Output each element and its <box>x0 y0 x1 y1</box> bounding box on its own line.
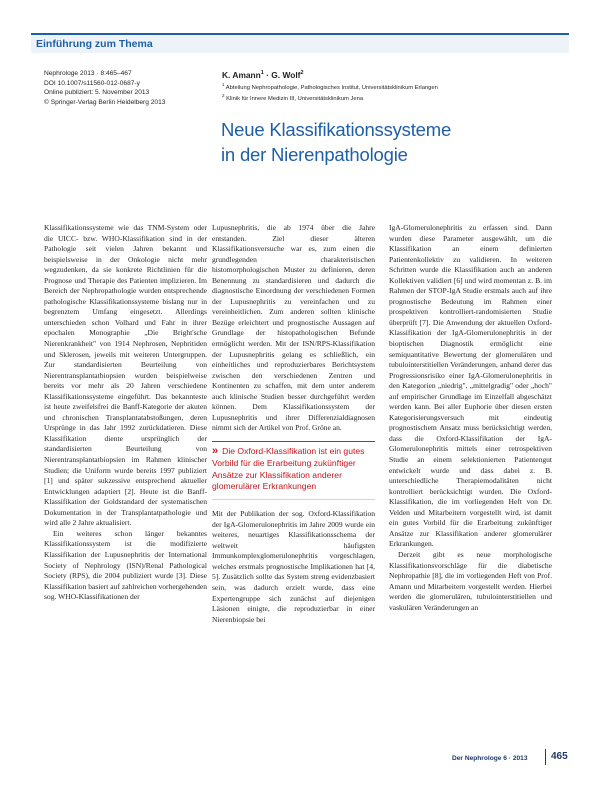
title-line: in der Nierenpathologie <box>221 144 408 165</box>
page-number: 465 <box>551 751 568 762</box>
author-sup: 2 <box>300 70 304 76</box>
article-title <box>221 117 561 167</box>
section-label: Einführung zum Thema <box>36 38 153 50</box>
affiliation-text: Klinik für Innere Medizin III, Universitätsklinikum Jena <box>224 96 364 103</box>
text-column-1 <box>44 223 207 603</box>
title-line: Neue Klassifikationssysteme <box>221 119 452 140</box>
paragraph: IgA-Glomerulonephritis zu erfassen sind. Dann wurden diese Parameter ausgewählt, um die Klassifikation an einem definierten Patientenkollektiv zu validieren. In weiteren Schritten wurde die Klassifikation auch an anderen Kollektiven validiert [6] und wird momentan z. B. im Rahmen der STOP-IgA Studie erstmals auch auf ihre prognostische Bedeutung im Rahmen einer prospektiven kontrolliert-randomisierten Studie überprüft [7]. Die Anwendung der aktuellen Oxford-Klassifikation der IgA-Glomerulonephritis in der bioptischen Diagnostik ermöglicht eine semiquantitative Bewertung der glomerulären und tubulointerstitiellen Veränderungen, anhand derer das Progressionsrisiko einer IgA-Glomerulonephritis in den Kategorien „niedrig", „mittelgradig" oder „hoch" auf empirischer Grundlage im Einzelfall abgeschätzt werden kann. Bei aller Euphorie über diesen ersten Kategorisierungsversuch mit eindeutig prognostischem Ansatz muss berücksichtigt werden, dass die Oxford-Klassifikation der IgA-Glomerulonephritis mittels einer retrospektiven Studie an einem selektionierten Patientengut entwickelt wurde und dass dabei z. B. unterschiedliche Therapiemodalitäten nicht kontrolliert berücksichtigt wurden. Die Oxford-Klassifikation, die im vorliegenden Heft von Dr. Velden und Mitarbeitern vorgestellt wird, ist damit ein gutes Vorbild für die Erarbeitung zukünftiger Ansätze zur Klassifikation anderer glomerulärer Erkrankungen. <box>389 223 552 549</box>
paragraph: Klassifikationssysteme wie das TNM-System oder die UICC- bzw. WHO-Klassifikation sind in der Pathologie seit vielen Jahren bekannt und beispielsweise in der Onkologie nicht mehr wegzudenken, da sie konkrete Richtlinien für die Prognose und Therapie des Patienten implizieren. Im Bereich der Nephropathologie wurden entsprechende pathologische Klassifikationssysteme bislang nur in begrenztem Umfang eingesetzt. Allerdings unterschieden schon Volhard und Fahr in ihrer epochalen Monographie „Die Bright'sche Nierenkrankheit" von 1914 Nephrosen, Nephritiden und Sklerosen, jeweils mit weiteren Untergruppen. Zur standardisierten Beurteilung von Nierentransplantatbiopsien wurden beispielweise bereits vor mehr als 20 Jahren verschiedene Klassifikationssysteme eingeführt. Das bekannteste ist heute zweifelsfrei die Banff-Kategorie der akuten und chronischen Transplantatabstoßungen, deren Ursprünge in das Jahr 1992 zurückdatieren. Diese Klassifikation diente ursprünglich der standardisierten Beurteilung von Nierentransplantatbiopsien im Rahmen klinischer Studien; die Uniform wurde bereits 1997 publiziert [1] und später sukzessive entsprechend aktueller Entwicklungen adaptiert [2]. Heute ist die Banff-Klassifikation der Goldstandard der systematischen Dokumentation in der Transplantatpathologie und wird alle 2 Jahre aktualisiert. <box>44 223 207 528</box>
text-column-2 <box>212 223 375 625</box>
author-separator: · <box>263 69 272 80</box>
meta-online-date: Online publiziert: 5. November 2013 <box>44 89 150 97</box>
author-name: G. Wolf <box>271 69 301 80</box>
affiliation-sup: 2 <box>222 93 225 99</box>
affiliation <box>222 92 552 103</box>
paragraph: Lupusnephritis, die ab 1974 über die Jahre entstanden. Ziel dieser älteren Klassifikationsversuche war es, zum einen die grundlegenden charakteristischen histomorphologischen Muster zu definieren, deren Benennung zu standardisieren und dadurch die diagnostische Einordnung der verschiedenen Formen der Lupusnephritis zu vereinfachen und zu vereinheitlichen. Zum anderen sollten klinische Bezüge erleichtert und prognostische Aussagen auf Grundlage der histopathologischen Befunde ermöglicht werden. Mit der ISN/RPS-Klassifikation der Lupusnephritis gelang es schließlich, ein einheitliches und reproduzierbares Berichtsystem zwischen den verschiedenen Zentren und Kontinenten zu schaffen, mit dem unter anderem auch klinische Studien besser durchgeführt werden können. Dem Klassifikationssystem der Lupusnephritis und ihrer Differenzialdiagnosen nimmt sich der Artikel von Prof. Gröne an. <box>212 223 375 433</box>
pull-quote <box>212 441 375 500</box>
pull-quote-text <box>212 446 375 493</box>
author-sup: 1 <box>260 70 264 76</box>
footer-divider <box>545 749 546 765</box>
meta-doi: DOI 10.1007/s11560-012-0687-y <box>44 79 140 87</box>
author-name: K. Amann <box>222 69 261 80</box>
section-header-bar <box>31 33 569 53</box>
publication-meta <box>44 69 219 107</box>
meta-citation: Nephrologe 2013 · 8:465–467 <box>44 70 132 77</box>
text-column-3 <box>389 223 552 613</box>
meta-copyright: © Springer-Verlag Berlin Heidelberg 2013 <box>44 98 166 106</box>
author-names <box>222 68 552 81</box>
pull-quote-body: Die Oxford-Klassifikation ist ein gutes Vorbild für die Erarbeitung zukünftiger Ansätze zur Klassifikation anderer glomerulärer Erkrankungen <box>212 445 365 492</box>
footer-journal: Der Nephrologe 6 · 2013 <box>452 755 528 762</box>
paragraph: Derzeit gibt es neue morphologische Klassifikationsvorschläge für die diabetische Nephropathie [8], die im vorliegenden Heft von Prof. Amann und Mitarbeitern vorgestellt werden. Hierbei werden die glomerulären, tubulointerstitiellen und vaskulären Veränderungen an <box>389 549 552 612</box>
paragraph: Mit der Publikation der sog. Oxford-Klassifikation der IgA-Glomerulonephritis im Jahre 2009 wurde ein weiteres, neuartiges Klassifikationsschema der weltweit häufigsten Immunkomplexglomerulonephritis vorgeschlagen, welches erstmals prognostische Implikationen hat [4, 5]. Zusätzlich sollte das System streng evidenzbasiert sein, was dadurch erzielt wurde, dass eine Expertengruppe sich zunächst auf diejenigen Läsionen einigte, die reproduzierbar in einer Nierenbiopsie bei <box>212 509 375 624</box>
paragraph: Ein weiteres schon länger bekanntes Klassifikationssystem ist die modifizierte Klassifikation der Lupusnephritis der International Society of Nephrology (ISN)/Renal Pathological Society (RPS), die 2004 publiziert wurde [3]. Diese Klassifikation basiert auf zahlreichen vorhergehenden sog. WHO-Klassifikationen der <box>44 528 207 602</box>
author-block <box>222 68 552 103</box>
affiliation-sup: 1 <box>222 81 225 87</box>
affiliation <box>222 81 552 92</box>
quote-mark-icon: » <box>212 444 219 457</box>
affiliation-text: Abteilung Nephropathologie, Pathologisches Institut, Universitätsklinikum Erlangen <box>224 84 438 91</box>
